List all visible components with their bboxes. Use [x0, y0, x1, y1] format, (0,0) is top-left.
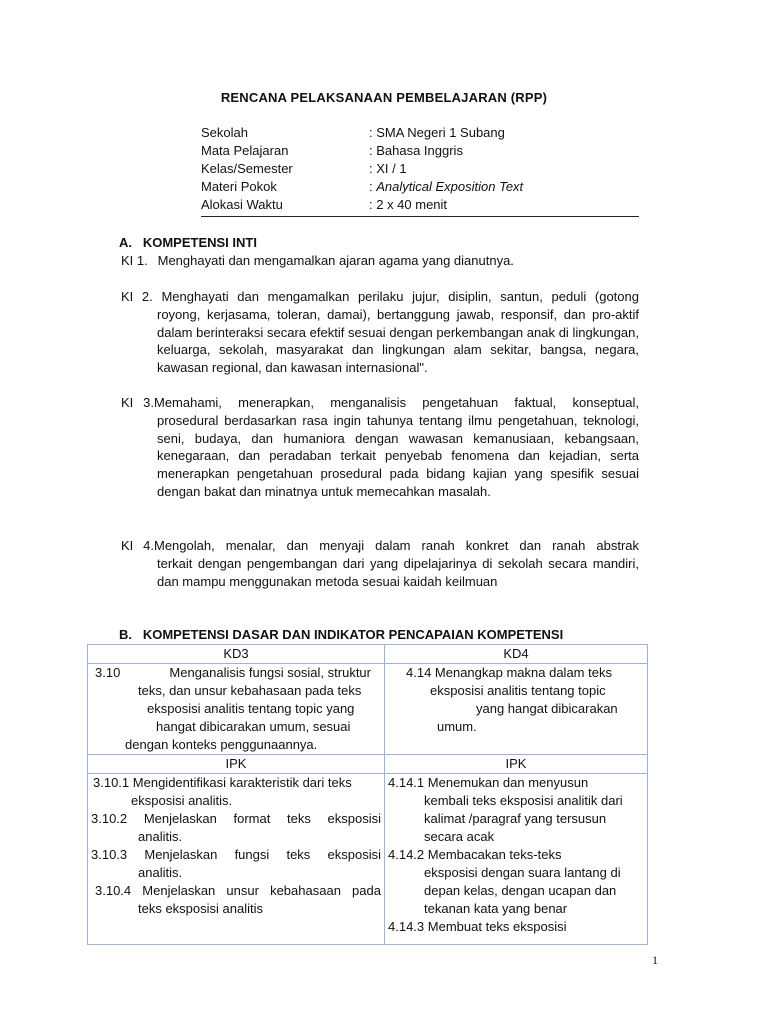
ki-text-first: Memahami, menerapkan, menganalisis pengetahuan faktual, konseptual, [154, 395, 639, 410]
ipk-item-rest: analitis. [138, 865, 183, 880]
ipk-item-rest: kalimat /paragraf yang tersusun [424, 811, 607, 826]
ipk-item: 3.10.2 Menjelaskan format teks eksposisi [91, 811, 381, 826]
ipk-item: 4.14.2 Membacakan teks-teks [388, 847, 562, 862]
ipk-item-rest: eksposisi analitis. [131, 793, 233, 808]
info-value-prefix: : [369, 179, 377, 194]
kd4-cell [385, 664, 648, 755]
ipk3-cell [88, 774, 385, 945]
ki-text: Menghayati dan mengamalkan ajaran agama yang dianutnya. [157, 253, 514, 268]
identity-block [201, 124, 639, 217]
ki-text-rest: prosedural berdasarkan rasa ingin tahunya tentang ilmu pengetahuan, teknologi, seni, budaya, dan humaniora dengan wawasan kemanusiaan, kebangsaan, kenegaraan, dan peradaban terkait penyebab fenomena dan kejadian, serta menerapkan pengetahuan prosedural pada bidang kajian yang spesifik sesuai dengan bakat dan minatnya untuk memecahkan masalah. [157, 412, 639, 499]
info-value-italic: Analytical Exposition Text [376, 179, 524, 194]
ipk-item: 3.10.4 Menjelaskan unsur kebahasaan pada [95, 883, 381, 898]
ipk-item-rest: teks eksposisi analitis [138, 901, 263, 916]
info-label: Mata Pelajaran [201, 143, 289, 158]
info-value: : 2 x 40 menit [369, 197, 448, 212]
kd4-first-line: 4.14 Menangkap makna dalam teks [406, 665, 612, 680]
ipk-item-rest: depan kelas, dengan ucapan dan [424, 883, 617, 898]
info-label: Kelas/Semester [201, 161, 293, 176]
ipk-item-rest: secara acak [424, 829, 495, 844]
info-value: : XI / 1 [369, 161, 407, 176]
kd3-cell [88, 664, 385, 755]
info-value [369, 178, 639, 196]
info-value: : Bahasa Inggris [369, 143, 463, 158]
ipk-item-rest: tekanan kata yang benar [424, 901, 568, 916]
table-row [88, 664, 648, 755]
ipk-item: 3.10.3 Menjelaskan fungsi teks eksposisi [91, 847, 381, 862]
info-row-time [201, 196, 639, 214]
kd3-number: 3.10 [95, 665, 121, 680]
ki-number: KI 2. [121, 289, 153, 304]
ki-text-rest: royong, kerjasama, toleran, damai), bertanggung jawab, responsif, dan pro-aktif dalam berinteraksi secara efektif sesuai dengan perkembangan anak di lingkungan, keluarga, sekolah, masyarakat dan lingkungan alam sekitar, bangsa, negara, kawasan regional, dan kawasan internasional". [157, 306, 639, 376]
ipk-item: 4.14.1 Menemukan dan menyusun [388, 775, 589, 790]
kd3-line: teks, dan unsur kebahasaan pada teks [138, 683, 362, 698]
ipk3-header: IPK [88, 755, 385, 774]
ki-text-first: Mengolah, menalar, dan menyaji dalam ranah konkret dan ranah abstrak [154, 538, 639, 553]
kd4-line: umum. [437, 719, 477, 734]
kd4-header: KD4 [385, 645, 648, 664]
ki-number: KI 3. [121, 395, 154, 410]
kd3-first-line: Menganalisis fungsi sosial, struktur [169, 665, 371, 680]
ki-3 [121, 394, 639, 501]
info-label: Alokasi Waktu [201, 197, 283, 212]
ipk-item: 4.14.3 Membuat teks eksposisi [388, 919, 567, 934]
ki-1 [121, 252, 639, 270]
ipk4-header: IPK [385, 755, 648, 774]
section-b-heading: B. KOMPETENSI DASAR DAN INDIKATOR PENCAPAIAN KOMPETENSI [119, 627, 564, 642]
info-label: Sekolah [201, 125, 248, 140]
page-number: 1 [652, 953, 658, 967]
ipk-item: 3.10.1 Mengidentifikasi karakteristik dari teks [93, 775, 352, 790]
page-title: RENCANA PELAKSANAAN PEMBELAJARAN (RPP) [220, 90, 548, 105]
info-row-subject [201, 142, 639, 160]
info-value: : SMA Negeri 1 Subang [369, 125, 505, 140]
kd4-line: yang hangat dibicarakan [476, 701, 618, 716]
ki-4 [121, 537, 639, 590]
table-row [88, 774, 648, 945]
ki-text-first: Menghayati dan mengamalkan perilaku jujur, disiplin, santun, peduli (gotong [161, 289, 639, 304]
ki-number: KI 4. [121, 538, 154, 553]
section-a-heading: A. KOMPETENSI INTI [119, 235, 257, 250]
info-row-class [201, 160, 639, 178]
info-row-topic [201, 178, 639, 196]
ipk4-cell [385, 774, 648, 945]
ki-text-rest: terkait dengan pengembangan dari yang dipelajarinya di sekolah secara mandiri, dan mampu menggunakan metoda sesuai kaidah keilmuan [157, 555, 639, 589]
kd3-line: hangat dibicarakan umum, sesuai [156, 719, 351, 734]
info-label: Materi Pokok [201, 179, 277, 194]
info-row-school [201, 124, 639, 142]
kd3-line: dengan konteks penggunaannya. [125, 737, 318, 752]
table-header-row [88, 755, 648, 774]
table-header-row [88, 645, 648, 664]
kd3-line: eksposisi analitis tentang topic yang [147, 701, 355, 716]
ipk-item-rest: analitis. [138, 829, 183, 844]
kd3-header: KD3 [88, 645, 385, 664]
ki-2 [121, 288, 639, 377]
ki-number: KI 1. [121, 253, 148, 268]
competency-table [87, 644, 648, 945]
kd4-line: eksposisi analitis tentang topic [430, 683, 606, 698]
ipk-item-rest: kembali teks eksposisi analitik dari [424, 793, 623, 808]
ipk-item-rest: eksposisi dengan suara lantang di [424, 865, 621, 880]
